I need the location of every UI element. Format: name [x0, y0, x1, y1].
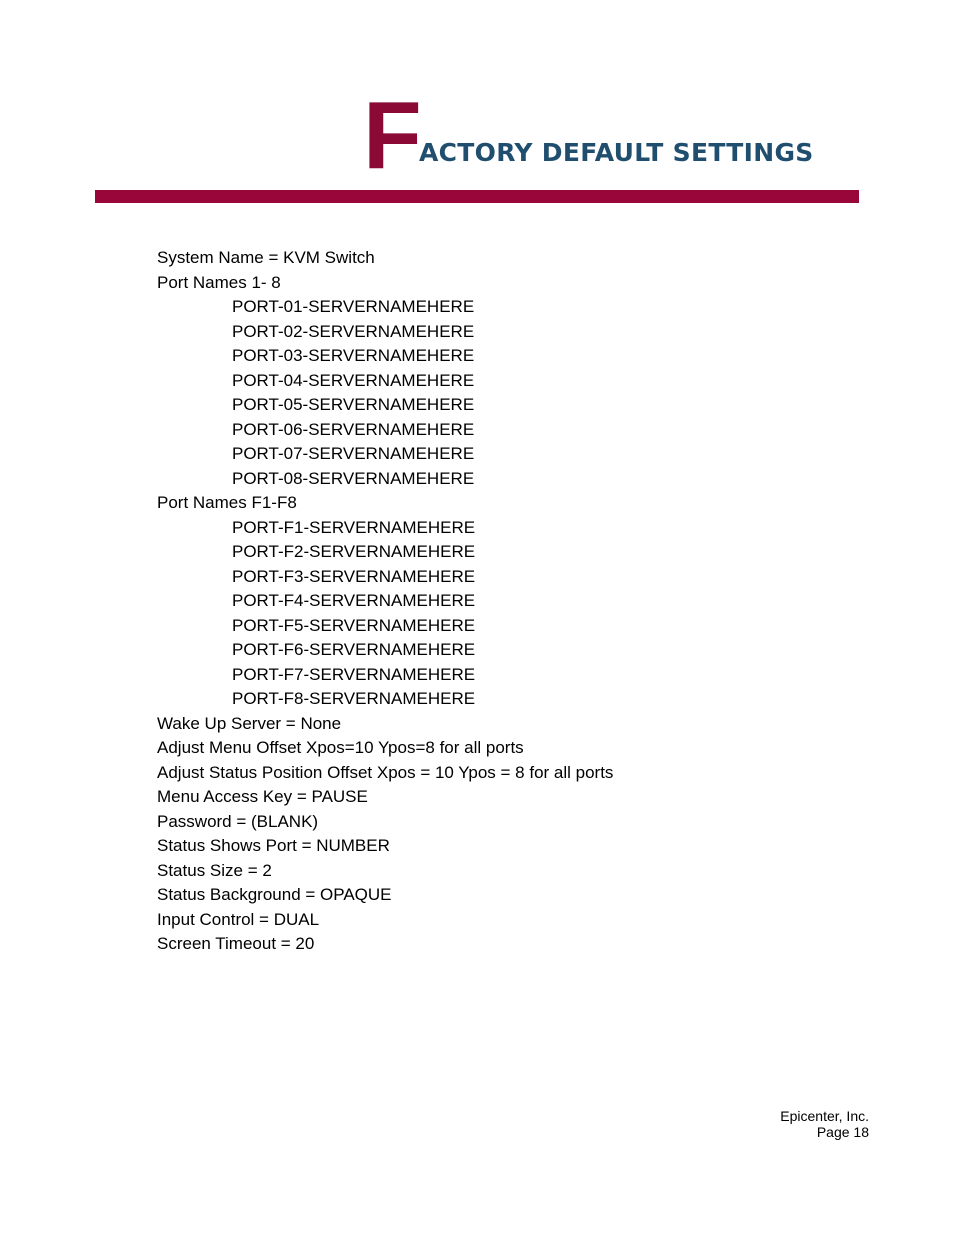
port-name-item: PORT-F8-SERVERNAMEHERE: [232, 689, 476, 708]
footer-company: Epicenter, Inc.: [780, 1108, 869, 1124]
port-name-item: PORT-07-SERVERNAMEHERE: [232, 444, 475, 463]
setting-screen-timeout: Screen Timeout = 20: [157, 934, 315, 953]
heading-dropcap: F: [363, 82, 422, 189]
port-name-item: PORT-F5-SERVERNAMEHERE: [232, 615, 476, 635]
port-name-item: PORT-06-SERVERNAMEHERE: [232, 419, 475, 439]
settings-list: [157, 246, 857, 957]
footer-page-number: Page 18: [816, 1124, 869, 1140]
port-name-item: PORT-02-SERVERNAMEHERE: [232, 321, 475, 341]
heading-title: ACTORY DEFAULT SETTINGS: [419, 138, 814, 167]
setting-status-background: Status Background = OPAQUE: [157, 885, 392, 904]
port-name-item: PORT-03-SERVERNAMEHERE: [232, 346, 475, 365]
setting-system-name: System Name = KVM Switch: [157, 248, 375, 267]
setting-port-names-f1-f8-label: Port Names F1-F8: [157, 493, 297, 512]
port-name-item: PORT-F1-SERVERNAMEHERE: [232, 517, 476, 537]
page-footer: [780, 1108, 869, 1140]
port-name-item: PORT-01-SERVERNAMEHERE: [232, 297, 475, 316]
setting-adjust-menu-offset: Adjust Menu Offset Xpos=10 Ypos=8 for all ports: [157, 738, 524, 757]
setting-wake-up-server: Wake Up Server = None: [157, 713, 342, 733]
setting-password: Password = (BLANK): [157, 811, 319, 831]
port-name-item: PORT-F4-SERVERNAMEHERE: [232, 591, 476, 610]
setting-input-control: Input Control = DUAL: [157, 909, 320, 929]
port-name-item: PORT-04-SERVERNAMEHERE: [232, 370, 475, 390]
setting-adjust-status-offset: Adjust Status Position Offset Xpos = 10 Ypos = 8 for all ports: [157, 762, 614, 782]
port-name-item: PORT-05-SERVERNAMEHERE: [232, 395, 475, 414]
port-name-item: PORT-F6-SERVERNAMEHERE: [232, 640, 476, 659]
heading-divider: [95, 190, 859, 203]
setting-port-names-1-8-label: Port Names 1- 8: [157, 272, 281, 292]
port-name-item: PORT-F3-SERVERNAMEHERE: [232, 566, 476, 586]
port-name-item: PORT-F7-SERVERNAMEHERE: [232, 664, 476, 684]
port-name-item: PORT-08-SERVERNAMEHERE: [232, 468, 475, 488]
setting-status-size: Status Size = 2: [157, 860, 272, 880]
setting-menu-access-key: Menu Access Key = PAUSE: [157, 787, 368, 806]
setting-status-shows-port: Status Shows Port = NUMBER: [157, 836, 390, 855]
port-name-item: PORT-F2-SERVERNAMEHERE: [232, 542, 476, 561]
